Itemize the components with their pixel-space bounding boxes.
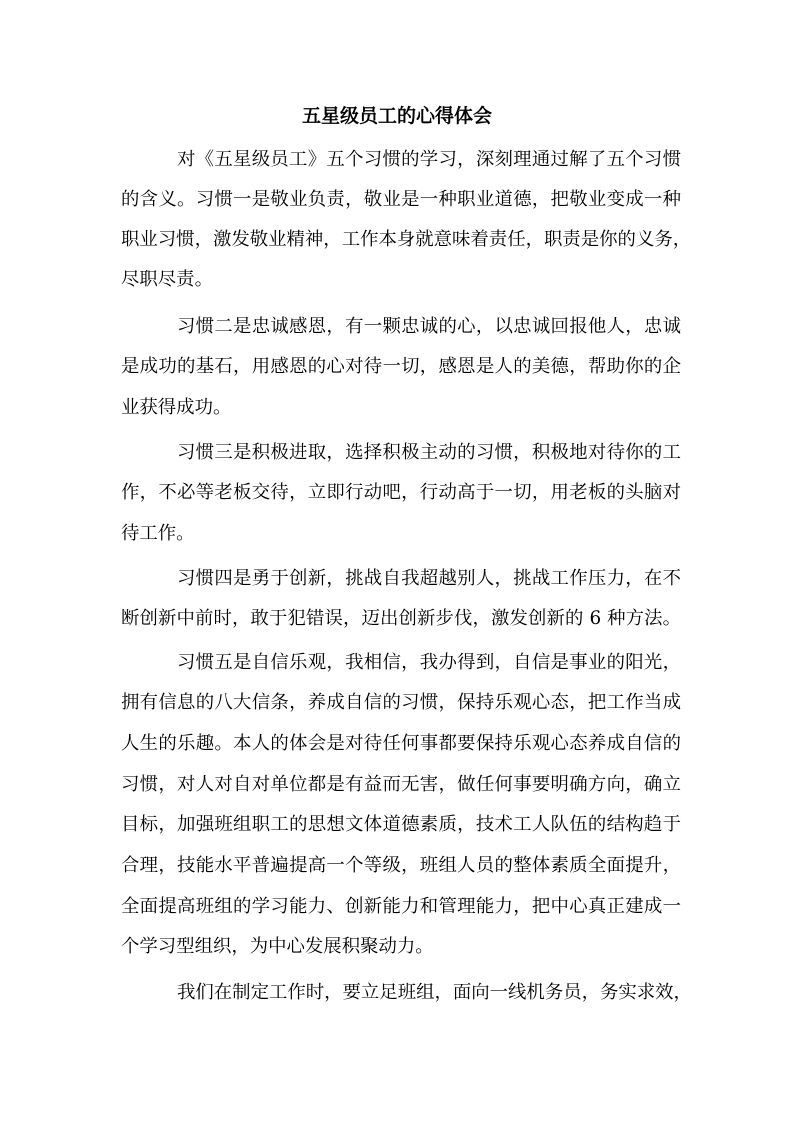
paragraph-line: 的含义。习惯一是敬业负责，敬业是一种职业道德，把敬业变成一种	[121, 189, 681, 210]
paragraph-line: 习惯四是勇于创新，挑战自我超越别人，挑战工作压力，在不	[177, 568, 681, 589]
paragraph-line: 习惯三是积极进取，选择积极主动的习惯，积极地对待你的工	[177, 442, 681, 463]
paragraph-line: 尽职尽责。	[121, 269, 213, 290]
paragraph-line: 业获得成功。	[121, 397, 232, 418]
paragraph-line: 合理，技能水平普遍提高一个等级，班组人员的整体素质全面提升，	[121, 855, 681, 876]
paragraph-line: 对《五星级员工》五个习惯的学习，深刻理通过解了五个习惯	[177, 149, 681, 170]
paragraph-line: 全面提高班组的学习能力、创新能力和管理能力，把中心真正建成一	[121, 896, 681, 917]
paragraph-line: 拥有信息的八大信条，养成自信的习惯，保持乐观心态，把工作当成	[121, 692, 681, 713]
paragraph-line: 个学习型组织，为中心发展积聚动力。	[121, 936, 434, 957]
paragraph-line: 我们在制定工作时，要立足班组，面向一线机务员，务实求效，	[177, 982, 692, 1003]
paragraph-line: 职业习惯，激发敬业精神，工作本身就意味着责任，职责是你的义务，	[121, 229, 692, 250]
paragraph-line: 断创新中前时，敢于犯错误，迈出创新步伐，激发创新的 6 种方法。	[121, 608, 681, 629]
paragraph-line: 作，不必等老板交待，立即行动吧，行动高于一切，用老板的头脑对	[121, 482, 681, 503]
paragraph-line: 习惯二是忠诚感恩，有一颗忠诚的心，以忠诚回报他人，忠诚	[177, 316, 681, 337]
paragraph-line: 目标，加强班组职工的思想文体道德素质，技术工人队伍的结构趋于	[121, 814, 681, 835]
paragraph-line: 待工作。	[121, 523, 195, 544]
document-title: 五星级员工的心得体会	[301, 105, 492, 127]
paragraph-line: 人生的乐趣。本人的体会是对待任何事都要保持乐观心态养成自信的	[121, 733, 681, 754]
paragraph-line: 习惯五是自信乐观，我相信，我办得到，自信是事业的阳光，	[177, 652, 681, 673]
paragraph-line: 习惯，对人对自对单位都是有益而无害，做任何事要明确方向，确立	[121, 774, 681, 795]
paragraph-line: 是成功的基石，用感恩的心对待一切，感恩是人的美德，帮助你的企	[121, 356, 681, 377]
